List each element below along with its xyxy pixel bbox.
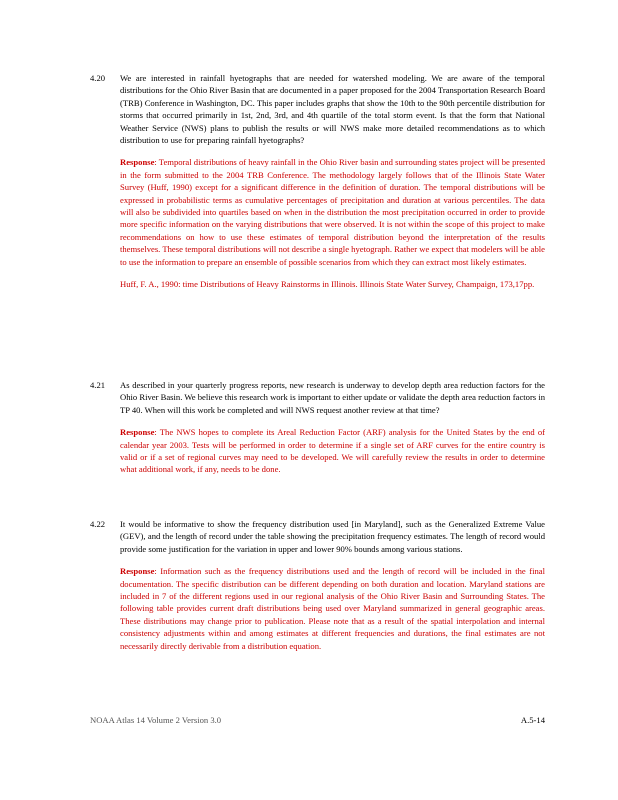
- question-number: 4.20: [90, 73, 106, 83]
- response-block: [120, 565, 545, 652]
- footer-document-title: NOAA Atlas 14 Volume 2 Version 3.0: [90, 715, 222, 725]
- question-number: 4.21: [90, 380, 106, 390]
- response-label: Response: [120, 427, 155, 438]
- question-number: 4.22: [90, 519, 106, 529]
- response-label: Response: [120, 566, 155, 577]
- response-block: [120, 426, 545, 476]
- response-text: : The NWS hopes to complete its Areal Reduction Factor (ARF) analysis for the United States by the end of calendar year 2003. Tests will be performed in order to determine if a single set of ARF curves for the entire country is valid or if a set of regional curves may need to be developed. We will carefully review the results in order to determine what additional work, if any, needs to be done.: [120, 427, 545, 475]
- page-footer: [90, 715, 545, 725]
- question-text: As described in your quarterly progress reports, new research is underway to develop depth area reduction factors for the Ohio River Basin. We believe this research work is important to either update or validate the depth area reduction factors in TP 40. When will this work be completed and will NWS request another review at that time?: [120, 380, 545, 415]
- response-text: : Information such as the frequency distributions used and the length of record will be included in the final documentation. The specific distribution can be different depending on both duration and location. Maryland stations are included in 7 of the different regions used in our regional analysis of the Ohio River Basin and Surrounding States. The following table provides current draft distributions being used over Maryland summarized in general geographic areas. These distributions may change prior to publication. Please note that as a result of the spatial interpolation and internal consistency adjustments within and among estimates at different frequencies and durations, the final estimates are not necessarily directly derivable from a distribution equation.: [120, 566, 545, 651]
- response-label: Response: [120, 157, 155, 168]
- question-4-22: [90, 518, 545, 652]
- question-4-20: [90, 72, 545, 291]
- footer-page-number: A.5-14: [520, 715, 545, 725]
- question-text: We are interested in rainfall hyetographs that are needed for watershed modeling. We are aware of the temporal distributions for the Ohio River Basin that are documented in a paper proposed for the 2004 Transportation Research Board (TRB) Conference in Washington, DC. This paper includes graphs that show the 10th to the 90th percentile distribution for storms that occurred primarily in 1st, 2nd, 3rd, and 4th quartile of the total storm event. Is that the form that National Weather Service (NWS) plans to publish the results or will NWS make more detailed recommendations as to which distribution to use for preparing rainfall hyetographs?: [120, 73, 545, 146]
- reference-citation: Huff, F. A., 1990: time Distributions of Heavy Rainstorms in Illinois. Illinois State Water Survey, Champaign, 173,17pp.: [120, 279, 535, 290]
- question-text: It would be informative to show the frequency distribution used [in Maryland], such as the Generalized Extreme Value (GEV), and the length of record under the table showing the precipitation frequency estimates. The length of record would provide some justification for the variation in upper and lower 90% bounds among various stations.: [120, 519, 545, 554]
- response-block: [120, 156, 545, 268]
- response-text: : Temporal distributions of heavy rainfall in the Ohio River basin and surrounding states project will be presented in the form submitted to the 2004 TRB Conference. The methodology largely follows that of the Illinois State Water Survey (Huff, 1990) except for a significant difference in the definition of duration. The temporal distributions will be expressed in probabilistic terms as cumulative percentages of precipitation and duration at various percentiles. The data will also be subdivided into quartiles based on when in the distribution the most precipitation occurred in order to provide more specific information on the varying distributions that were observed. It is not within the scope of this project to make recommendations on how to use these estimates of temporal distribution beyond the interpretation of the results themselves. These temporal distributions will not describe a single hyetograph. Rather we expect that modelers will be able to use the information to prepare an ensemble of possible scenarios from which they can extract most likely estimates.: [120, 157, 545, 267]
- question-4-21: [90, 379, 545, 476]
